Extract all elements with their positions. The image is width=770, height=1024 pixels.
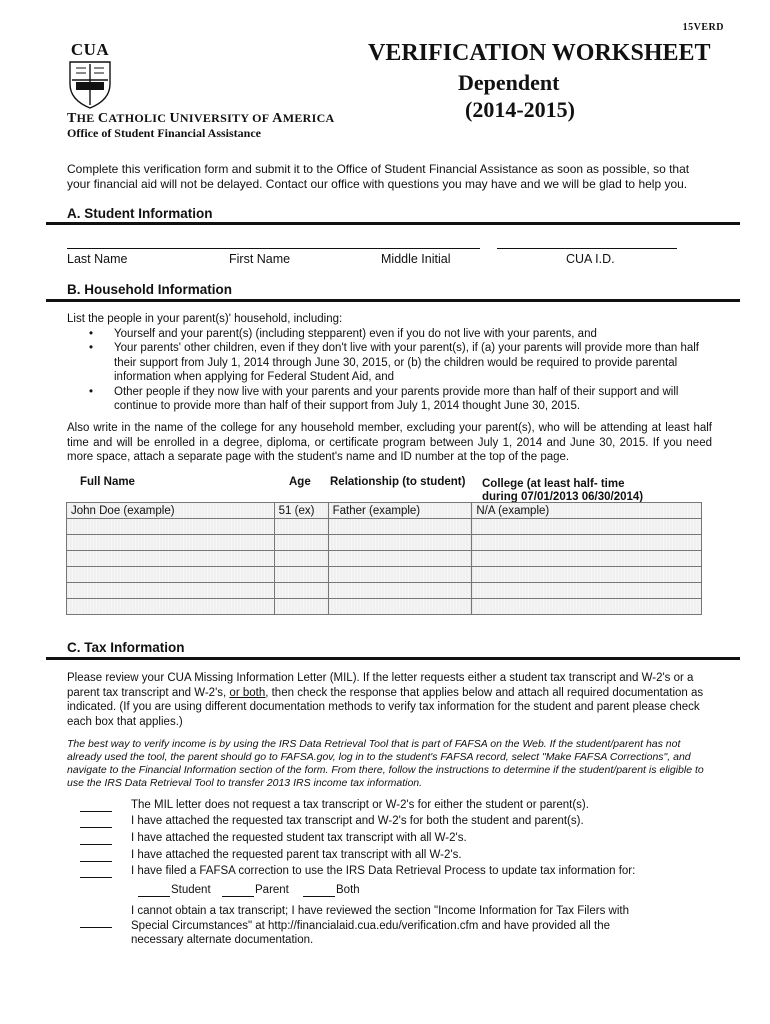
table-cell[interactable] xyxy=(328,551,472,567)
worksheet-title: VERIFICATION WORKSHEET xyxy=(368,40,711,66)
worksheet-year: (2014-2015) xyxy=(465,97,575,122)
col-college: College (at least half- time during 07/01/2013 06/30/2014) xyxy=(482,478,644,503)
table-cell[interactable] xyxy=(328,535,472,551)
table-cell[interactable] xyxy=(472,519,702,535)
table-cell[interactable] xyxy=(67,583,275,599)
table-cell[interactable] xyxy=(472,535,702,551)
table-cell[interactable] xyxy=(472,599,702,615)
option-2: I have attached the requested tax transcript and W-2's for both the student and parent(s). xyxy=(131,815,584,827)
table-cell[interactable] xyxy=(67,535,275,551)
checkbox-line-4[interactable] xyxy=(80,861,112,862)
table-row xyxy=(67,535,702,551)
table-row xyxy=(67,567,702,583)
table-cell[interactable] xyxy=(274,535,328,551)
option-6: I cannot obtain a tax transcript; I have reviewed the section "Income Information for Tax Filers with Special Circumstances" at http://financialaid.cua.edu/verification.cfm and have provided all the necessary alternate documentation. xyxy=(131,905,629,946)
option-4: I have attached the requested parent tax transcript with all W-2's. xyxy=(131,849,462,861)
parent-option-label: Parent xyxy=(255,884,289,896)
shield-icon xyxy=(62,60,118,110)
form-code: 15VERD xyxy=(682,22,724,33)
college-instructions: Also write in the name of the college for any household member, excluding your parent(s), who will be attending at least half time and will be enrolled in a degree, diploma, or certificate program between July 1, 2014 and June 30, 2015. If you need more space, attach a separate page with the student's name and ID number at the top of the page. xyxy=(67,422,712,463)
worksheet-subtitle: Dependent xyxy=(458,70,560,95)
intro-paragraph: Complete this verification form and submit it to the Office of Student Financial Assistance as soon as possible, so that your financial aid will not be delayed. Contact our office with questions you may have and we will be glad to help you. xyxy=(67,162,690,191)
both-option-label: Both xyxy=(336,884,360,896)
last-name-label: Last Name xyxy=(67,252,128,266)
table-cell[interactable] xyxy=(328,599,472,615)
table-cell[interactable] xyxy=(328,519,472,535)
cua-id-label: CUA I.D. xyxy=(566,252,615,266)
option-1: The MIL letter does not request a tax transcript or W-2's for either the student or parent(s). xyxy=(131,799,589,811)
section-c-rule xyxy=(46,657,740,660)
student-option-label: Student xyxy=(171,884,211,896)
section-a-heading: A. Student Information xyxy=(67,206,213,221)
checkbox-line-5[interactable] xyxy=(80,877,112,878)
table-cell[interactable] xyxy=(274,551,328,567)
both-check-line[interactable] xyxy=(303,896,335,897)
first-name-label: First Name xyxy=(229,252,291,266)
table-cell[interactable] xyxy=(67,551,275,567)
middle-initial-label: Middle Initial xyxy=(381,252,451,266)
table-cell[interactable] xyxy=(67,519,275,535)
section-b-rule xyxy=(46,299,740,302)
household-lead: List the people in your parent(s)' household, including: xyxy=(67,313,343,325)
table-row xyxy=(67,551,702,567)
table-row xyxy=(67,519,702,535)
table-cell[interactable] xyxy=(274,567,328,583)
table-cell[interactable]: N/A (example) xyxy=(472,503,702,519)
section-c-heading: C. Tax Information xyxy=(67,640,185,655)
household-instructions xyxy=(67,312,712,414)
table-cell[interactable]: 51 (ex) xyxy=(274,503,328,519)
col-relationship: Relationship (to student) xyxy=(330,476,466,488)
table-cell[interactable] xyxy=(472,583,702,599)
bullet-item: • Yourself and your parent(s) (including stepparent) even if you do not live with your parents, and xyxy=(67,327,712,342)
col-full-name: Full Name xyxy=(80,476,135,488)
student-check-line[interactable] xyxy=(138,896,170,897)
parent-check-line[interactable] xyxy=(222,896,254,897)
student-id-line[interactable] xyxy=(497,248,677,249)
table-cell[interactable] xyxy=(472,567,702,583)
office-name: Office of Student Financial Assistance xyxy=(67,126,261,140)
table-row xyxy=(67,503,702,519)
table-cell[interactable] xyxy=(67,567,275,583)
table-cell[interactable] xyxy=(67,599,275,615)
cua-logo xyxy=(62,40,118,115)
table-cell[interactable] xyxy=(274,583,328,599)
table-row xyxy=(67,583,702,599)
col-age: Age xyxy=(289,476,311,488)
bullet-item: • Your parents' other children, even if they don't live with your parent(s), if (a) your parents will provide more than half their support from July 1, 2014 through June 30, 2015, or (b) the children would be required to provide parental information when applying for Federal Student Aid, and xyxy=(67,341,712,385)
tax-instructions: Please review your CUA Missing Information Letter (MIL). If the letter requests either a student tax transcript and W-2's or a parent tax transcript and W-2's, or both, then check the response that applies below and attach all required documentation as indicated. (If you are using different documentation methods to verify tax information for the student and parent please check each box that applies.) xyxy=(67,672,704,728)
table-cell[interactable] xyxy=(328,567,472,583)
table-cell[interactable] xyxy=(274,519,328,535)
logo-text: CUA xyxy=(70,40,110,59)
table-cell[interactable]: Father (example) xyxy=(328,503,472,519)
table-cell[interactable] xyxy=(472,551,702,567)
option-3: I have attached the requested student tax transcript with all W-2's. xyxy=(131,832,467,844)
checkbox-line-1[interactable] xyxy=(80,811,112,812)
bullet-item: • Other people if they now live with your parents and your parents provide more than half of their support and will continue to provide more than half of their support from July 1, 2014 thought June 30, 2015. xyxy=(67,385,712,414)
table-cell[interactable] xyxy=(274,599,328,615)
checkbox-line-6[interactable] xyxy=(80,927,112,928)
section-b-heading: B. Household Information xyxy=(67,282,232,297)
section-a-rule xyxy=(46,222,740,225)
checkbox-line-2[interactable] xyxy=(80,827,112,828)
household-table xyxy=(66,502,702,615)
table-row xyxy=(67,599,702,615)
option-5: I have filed a FAFSA correction to use the IRS Data Retrieval Process to update tax information for: xyxy=(131,865,636,877)
student-name-line[interactable] xyxy=(67,248,480,249)
household-bullets xyxy=(67,327,712,414)
irs-tool-note: The best way to verify income is by using the IRS Data Retrieval Tool that is part of FAFSA on the Web. If the student/parent has not already used the tool, the parent should go to FAFSA.gov, log in to the student's FAFSA record, select "Make FAFSA Corrections", and navigate to the Financial Information section of the form. From there, follow the instructions to determine if the student/parent is eligible to use the IRS Data Retrieval Tool to transfer 2013 IRS income tax information. xyxy=(67,738,704,789)
table-cell[interactable]: John Doe (example) xyxy=(67,503,275,519)
university-name: THE CATHOLIC UNIVERSITY OF AMERICA xyxy=(67,111,335,126)
table-cell[interactable] xyxy=(328,583,472,599)
checkbox-line-3[interactable] xyxy=(80,844,112,845)
